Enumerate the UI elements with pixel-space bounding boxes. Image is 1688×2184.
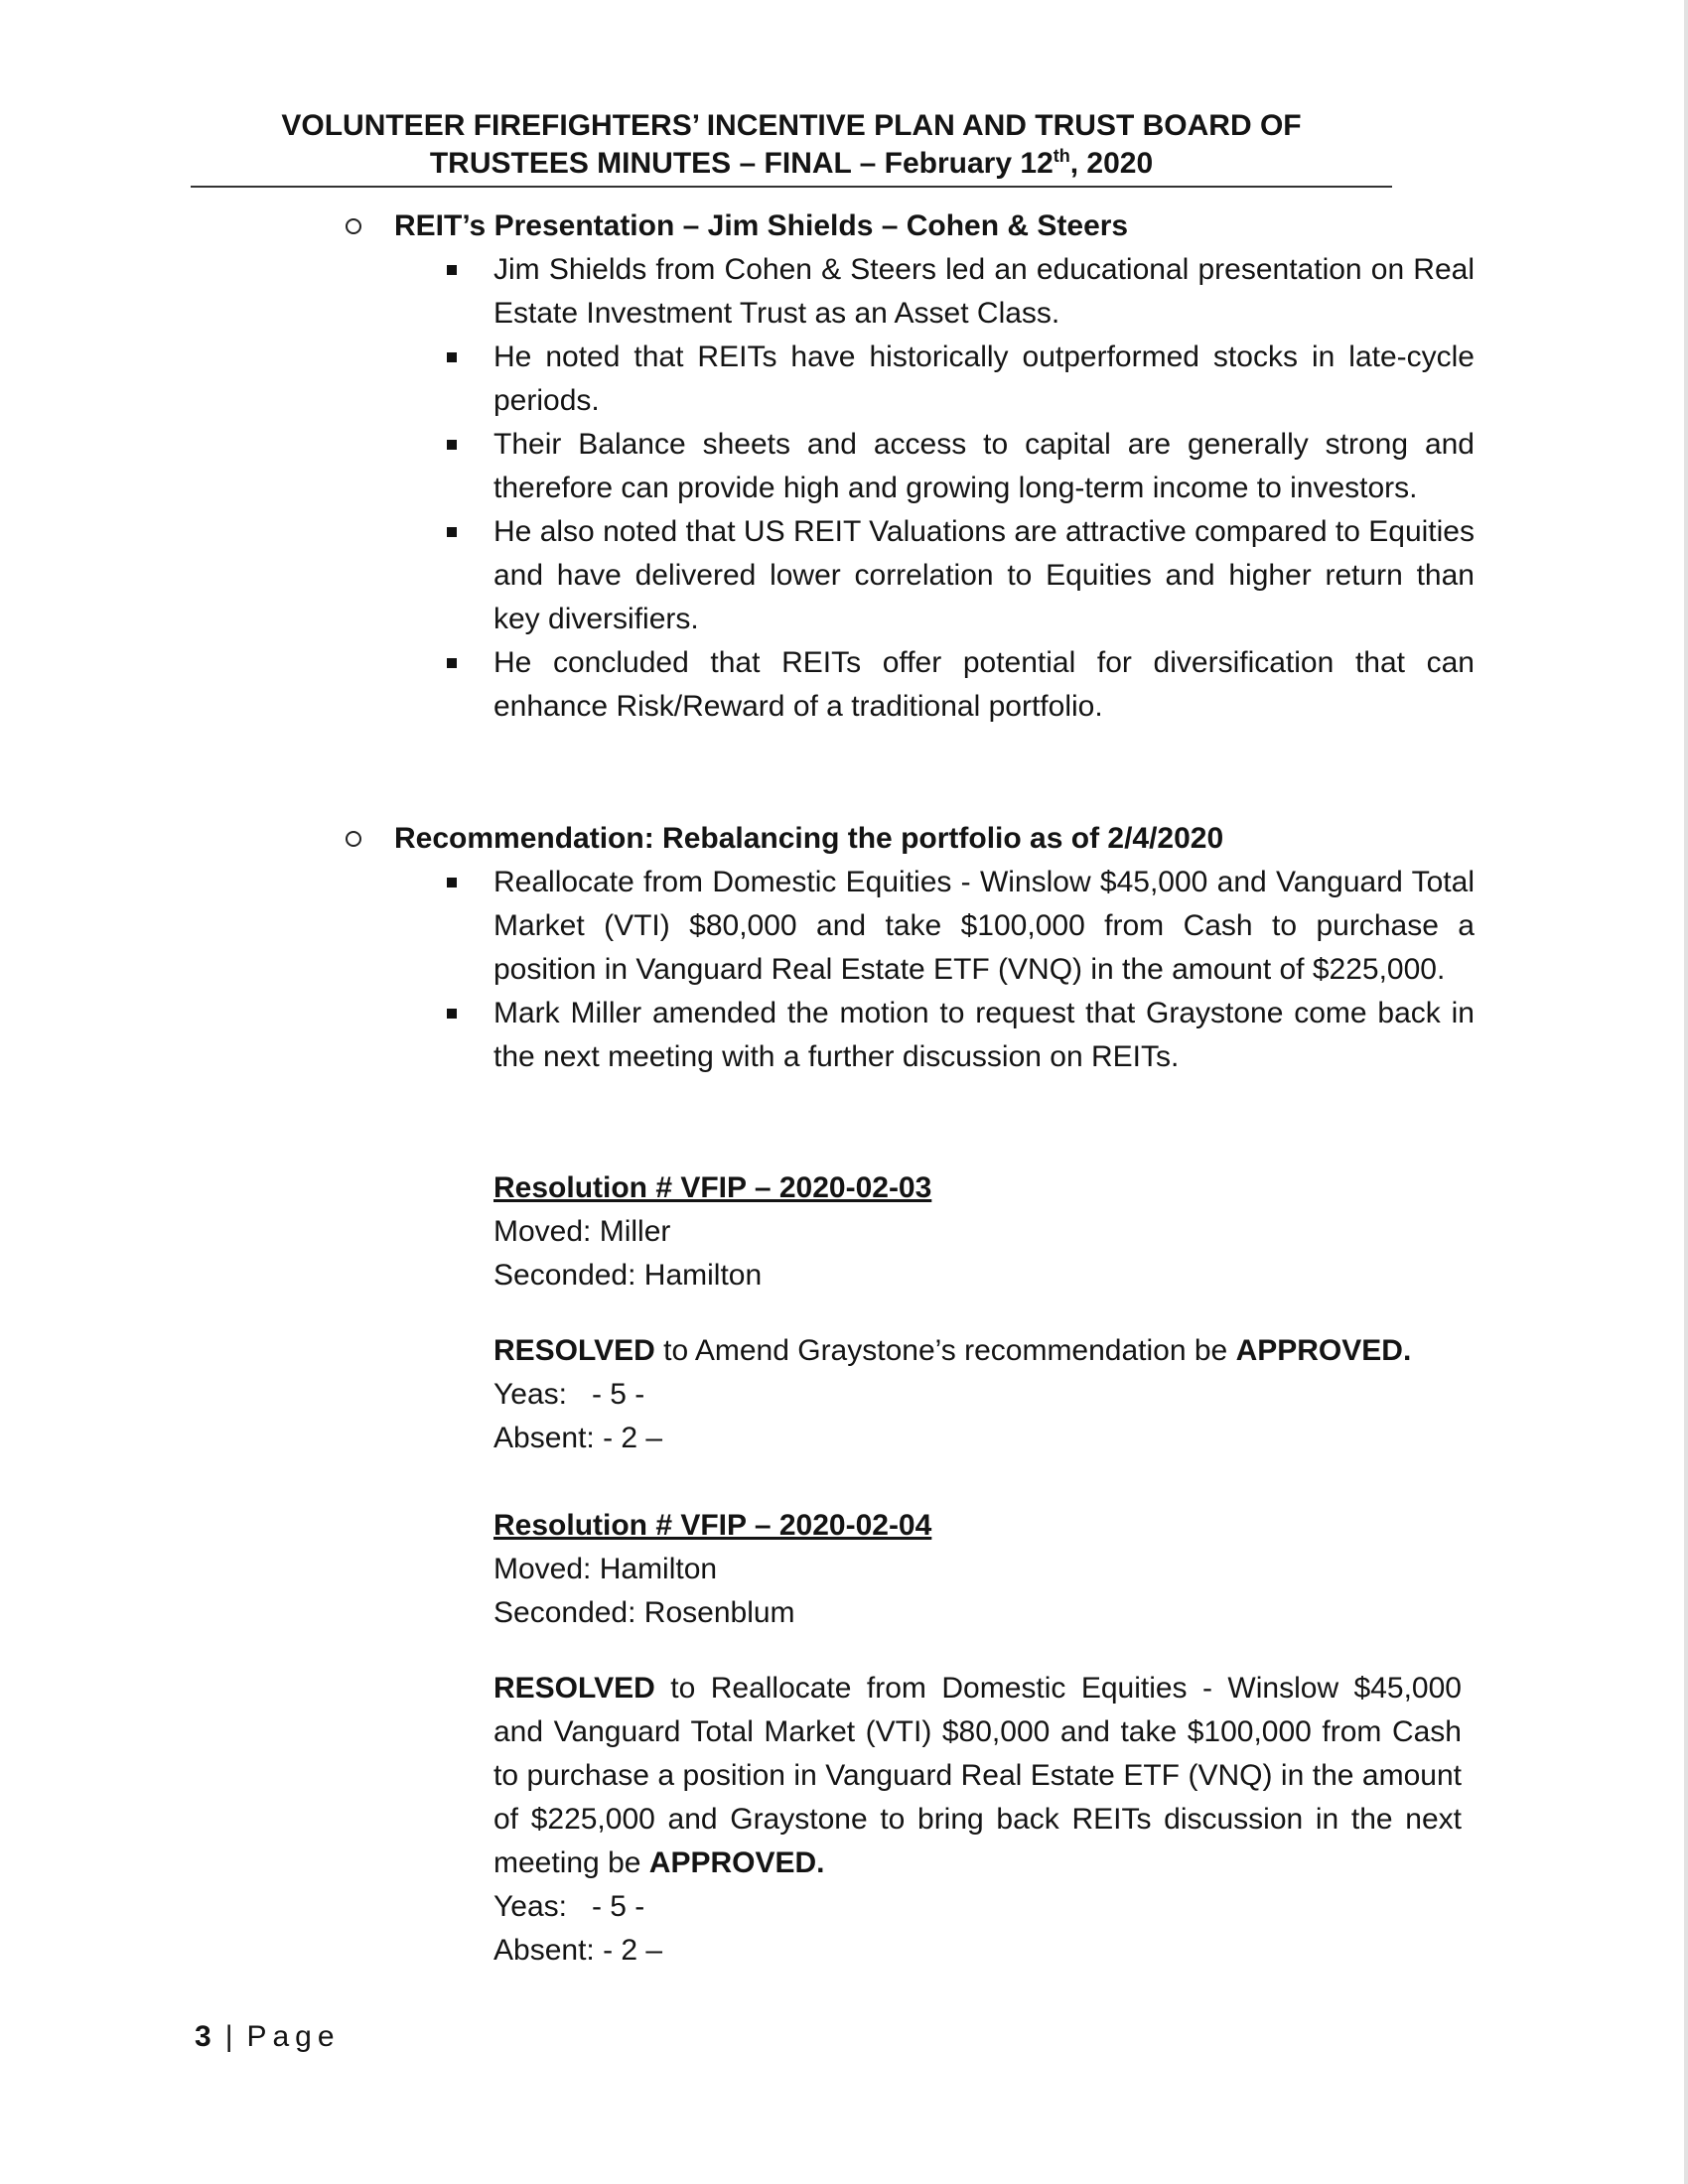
bullet-text: Their Balance sheets and access to capital are generally strong and therefore can provide high and growing long-term income to investors. xyxy=(493,428,1475,504)
moved-line: Moved: Hamilton xyxy=(493,1553,718,1585)
square-bullet-icon xyxy=(447,1009,457,1019)
bullet-text: He noted that REITs have historically outperformed stocks in late-cycle periods. xyxy=(493,341,1475,417)
reit-presentation-bullets xyxy=(437,248,1475,729)
list-item xyxy=(437,248,1475,336)
square-bullet-icon xyxy=(447,658,457,668)
resolved-text: to Reallocate from Domestic Equities - Winslow $45,000 and Vanguard Total Market (VTI) $80,000 and take $100,000 from Cash to purchase a position in Vanguard Real Estate ETF (VNQ) in the amount of $225,000 and Graystone to bring back REITs discussion in the next meeting be xyxy=(493,1672,1462,1879)
page-header xyxy=(191,107,1392,183)
resolved-text: to Amend Graystone’s recommendation be xyxy=(654,1334,1236,1367)
square-bullet-icon xyxy=(447,440,457,450)
seconded-line: Seconded: Hamilton xyxy=(493,1259,763,1292)
bullet-text: He concluded that REITs offer potential for diversification that can enhance Risk/Reward of a traditional portfolio. xyxy=(493,646,1475,723)
moved-line: Moved: Miller xyxy=(493,1215,671,1248)
resolved-statement xyxy=(493,1329,1411,1373)
square-bullet-icon xyxy=(447,878,457,887)
circle-bullet-icon xyxy=(346,218,361,234)
page-number: 3 xyxy=(195,2020,211,2053)
scan-edge xyxy=(1684,0,1688,2184)
list-item xyxy=(437,510,1475,641)
resolved-statement xyxy=(493,1667,1462,1885)
circle-bullet-icon xyxy=(346,831,361,847)
yeas-line: Yeas: - 5 - xyxy=(493,1378,645,1411)
bullet-text: Mark Miller amended the motion to request that Graystone come back in the next meeting with a further discussion on REITs. xyxy=(493,997,1475,1073)
spacer xyxy=(493,1297,1411,1329)
spacer xyxy=(493,1635,1462,1667)
bullet-text: Reallocate from Domestic Equities - Winslow $45,000 and Vanguard Total Market (VTI) $80,000 and take $100,000 from Cash to purchase a position in Vanguard Real Estate ETF (VNQ) in the amount of $225,000. xyxy=(493,866,1475,986)
list-item xyxy=(437,992,1475,1079)
yeas-line: Yeas: - 5 - xyxy=(493,1890,645,1923)
header-divider xyxy=(191,186,1392,188)
list-item xyxy=(437,861,1475,992)
resolution-title: Resolution # VFIP – 2020-02-04 xyxy=(493,1509,932,1542)
section-title-recommendation: Recommendation: Rebalancing the portfolio as of 2/4/2020 xyxy=(394,822,1224,855)
list-item xyxy=(437,423,1475,510)
square-bullet-icon xyxy=(447,265,457,275)
resolution-block-2 xyxy=(493,1504,1462,1973)
page-label: Page xyxy=(246,2020,341,2053)
resolved-word: RESOLVED xyxy=(493,1672,655,1705)
approved-word: APPROVED. xyxy=(1235,1334,1412,1367)
header-line-2-end: , 2020 xyxy=(1069,147,1154,180)
recommendation-bullets xyxy=(437,861,1475,1079)
header-line-2-main: TRUSTEES MINUTES – FINAL – February 12 xyxy=(429,147,1054,180)
header-ordinal-suffix: th xyxy=(1053,146,1070,166)
resolution-title: Resolution # VFIP – 2020-02-03 xyxy=(493,1171,932,1204)
header-line-1: VOLUNTEER FIREFIGHTERS’ INCENTIVE PLAN AND TRUST BOARD OF xyxy=(281,109,1302,142)
resolution-block-1 xyxy=(493,1166,1411,1460)
footer-separator: | xyxy=(224,2020,233,2053)
list-item xyxy=(437,336,1475,423)
header-line-2 xyxy=(191,145,1392,183)
list-item xyxy=(437,641,1475,729)
absent-line: Absent: - 2 – xyxy=(493,1934,663,1967)
square-bullet-icon xyxy=(447,352,457,362)
bullet-text: He also noted that US REIT Valuations are attractive compared to Equities and have delivered lower correlation to Equities and higher return than key diversifiers. xyxy=(493,515,1475,635)
section-title-reit-presentation: REIT’s Presentation – Jim Shields – Cohen & Steers xyxy=(394,209,1129,242)
seconded-line: Seconded: Rosenblum xyxy=(493,1596,795,1629)
page-footer xyxy=(195,2015,341,2059)
absent-line: Absent: - 2 – xyxy=(493,1422,663,1454)
resolved-word: RESOLVED xyxy=(493,1334,655,1367)
square-bullet-icon xyxy=(447,527,457,537)
approved-word: APPROVED. xyxy=(648,1846,825,1879)
bullet-text: Jim Shields from Cohen & Steers led an educational presentation on Real Estate Investment Trust as an Asset Class. xyxy=(493,253,1475,330)
